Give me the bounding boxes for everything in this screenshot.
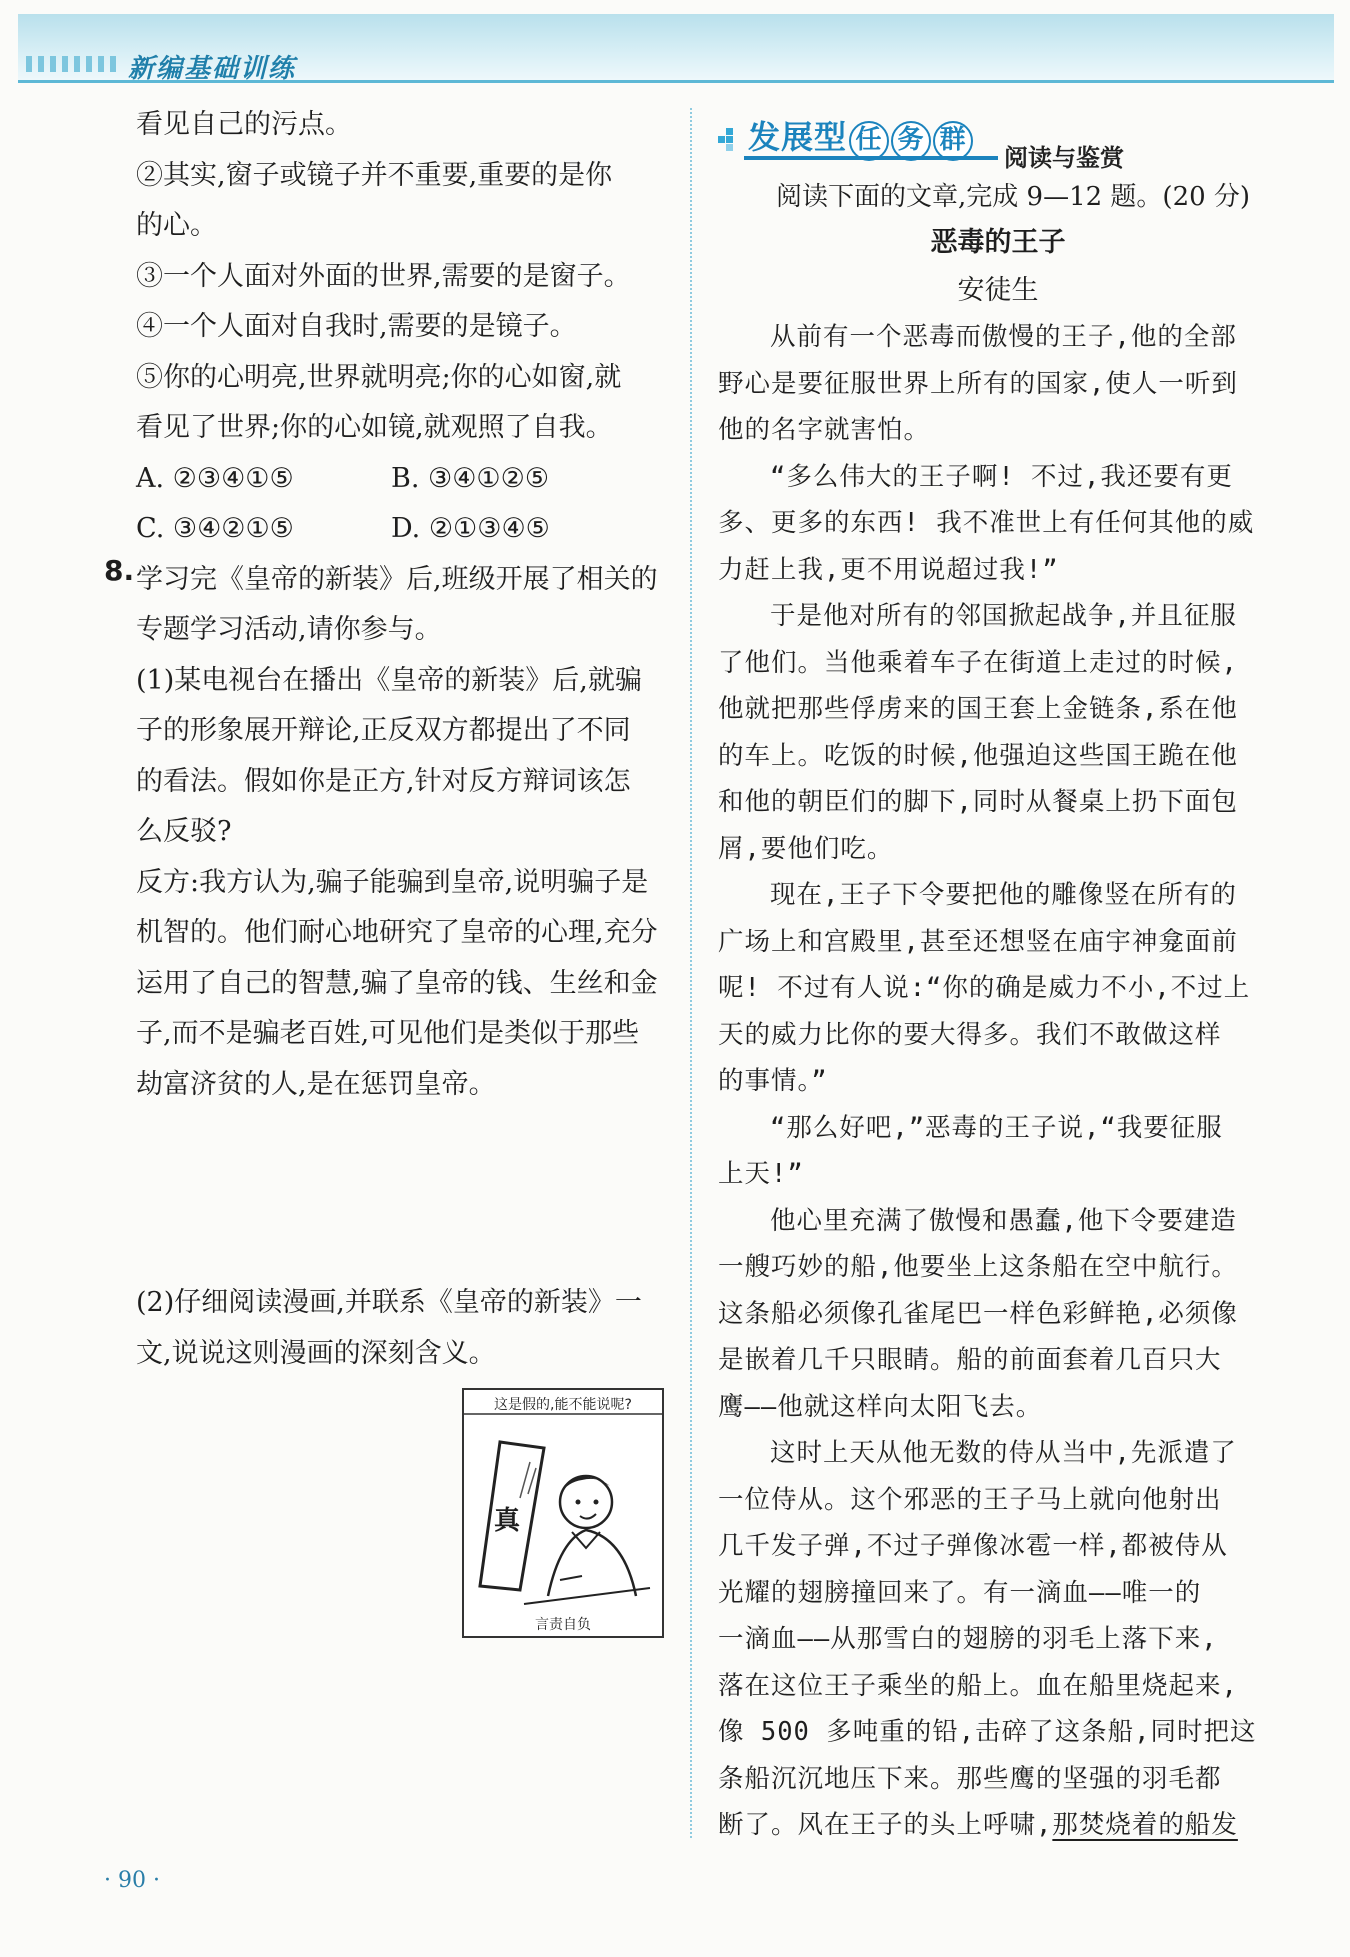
q8-line: 运用了自己的智慧,骗了皇帝的钱、生丝和金	[136, 967, 658, 999]
q8-part2-line: 文,说说这则漫画的深刻含义。	[136, 1337, 496, 1369]
option-b: B. ③④①②⑤	[391, 462, 550, 494]
q8-line: 机智的。他们耐心地研究了皇帝的心理,充分	[136, 917, 658, 948]
q8-line: 的看法。假如你是正方,针对反方辩词该怎	[136, 765, 631, 797]
article-line: 一位侍从。这个邪恶的王子马上就向他射出	[718, 1484, 1222, 1515]
article-line: 像 500 多吨重的铅,击碎了这条船,同时把这	[718, 1717, 1257, 1747]
article-body	[718, 314, 1278, 1849]
article-line-last	[718, 1802, 1278, 1849]
q8-line: 子,而不是骗老百姓,可见他们是类似于那些	[136, 1018, 640, 1049]
article-line: 了他们。当他乘着车子在街道上走过的时候,	[718, 647, 1238, 678]
article-line: 于是他对所有的邻国掀起战争,并且征服	[770, 601, 1237, 631]
column-divider	[690, 108, 692, 1838]
article-line: 天的威力比你的要大得多。我们不敢做这样	[718, 1019, 1222, 1050]
text-line: 看见了世界;你的心如镜,就观照了自我。	[136, 412, 613, 443]
article-line: 鹰——他就这样向太阳飞去。	[718, 1391, 1043, 1422]
section-title-char: 任	[849, 121, 889, 161]
article-line: 光耀的翅膀撞回来了。有一滴血——唯一的	[718, 1577, 1202, 1608]
article-line: 他心里充满了傲慢和愚蠢,他下令要建造	[770, 1205, 1237, 1236]
article-line: 多、更多的东西! 我不准世上有任何其他的威	[718, 508, 1255, 538]
q8-line: (1)某电视台在播出《皇帝的新装》后,就骗	[136, 664, 642, 696]
article-line: 他的名字就害怕。	[718, 415, 931, 445]
option-d: D. ②①③④⑤	[391, 513, 550, 544]
article-line: 的车上。吃饭的时候,他强迫这些国王跪在他	[718, 740, 1238, 771]
article-line: 一艘巧妙的船,他要坐上这条船在空中航行。	[718, 1252, 1238, 1282]
text-line: ⑤你的心明亮,世界就明亮;你的心如窗,就	[136, 361, 622, 393]
article-line: 野心是要征服世界上所有的国家,使人一听到	[718, 368, 1238, 399]
article-line: “多么伟大的王子啊! 不过,我还要有更	[770, 461, 1233, 492]
cartoon-caption-top: 这是假的,能不能说呢?	[494, 1397, 632, 1413]
article-line-text: 断了。风在王子的头上呼啸,	[718, 1810, 1053, 1840]
underlined-text: 那焚烧着的船发	[1052, 1810, 1238, 1840]
q8-line: 学习完《皇帝的新装》后,班级开展了相关的	[136, 563, 658, 595]
header-title: 新编基础训练	[128, 54, 297, 84]
article-line: 上天!”	[718, 1159, 804, 1189]
article-line: 条船沉沉地压下来。那些鹰的坚强的羽毛都	[718, 1763, 1222, 1794]
q8-line: 反方:我方认为,骗子能骗到皇帝,说明骗子是	[136, 866, 649, 898]
article-line: 广场上和宫殿里,甚至还想竖在庙宇神龛面前	[718, 926, 1238, 957]
reading-instruction: 阅读下面的文章,完成 9—12 题。(20 分)	[776, 182, 1251, 212]
question-number-8: 8.	[104, 554, 135, 587]
q8-line: 专题学习活动,请你参与。	[136, 614, 442, 645]
q8-line: 子的形象展开辩论,正反双方都提出了不同	[136, 715, 631, 746]
section-subtitle: 阅读与鉴赏	[1004, 144, 1124, 172]
header-decoration	[26, 56, 116, 72]
text-line: 看见自己的污点。	[136, 109, 352, 140]
article-line: 和他的朝臣们的脚下,同时从餐桌上扔下面包	[718, 787, 1238, 817]
article-line: 这时上天从他无数的侍从当中,先派遣了	[770, 1438, 1237, 1468]
q8-line: 么反驳?	[136, 816, 232, 847]
article-line: 他就把那些俘虏来的国王套上金链条,系在他	[718, 694, 1238, 724]
cartoon-sign-text: 真	[494, 1506, 521, 1536]
option-c: C. ③④②①⑤	[136, 513, 294, 544]
article-title: 恶毒的王子	[930, 227, 1066, 258]
article-author: 安徒生	[957, 275, 1039, 306]
article-line: 是嵌着几千只眼睛。船的前面套着几百只大	[718, 1345, 1222, 1375]
article-line: 这条船必须像孔雀尾巴一样色彩鲜艳,必须像	[718, 1298, 1238, 1329]
article	[718, 0, 1278, 1957]
article-line: “那么好吧,”恶毒的王子说,“我要征服	[770, 1112, 1223, 1143]
section-title-char: 群	[933, 121, 973, 161]
option-a: A. ②③④①⑤	[136, 462, 294, 494]
left-column	[136, 100, 676, 1379]
q8-part2-line: (2)仔细阅读漫画,并联系《皇帝的新装》一	[136, 1287, 642, 1318]
q8-line: 劫富济贫的人,是在惩罚皇帝。	[136, 1068, 496, 1100]
article-line: 从前有一个恶毒而傲慢的王子,他的全部	[770, 322, 1237, 352]
text-line: ④一个人面对自我时,需要的是镜子。	[136, 311, 577, 342]
cartoon-caption-bottom: 言责自负	[535, 1617, 591, 1633]
text-line: ②其实,窗子或镜子并不重要,重要的是你	[136, 159, 613, 191]
page-number: · 90 ·	[104, 1868, 160, 1893]
article-line: 的事情。”	[718, 1066, 828, 1096]
article-line: 几千发子弹,不过子弹像冰雹一样,都被侍从	[718, 1531, 1228, 1561]
article-line: 力赶上我,更不用说超过我!”	[718, 554, 1059, 585]
text-line: ③一个人面对外面的世界,需要的是窗子。	[136, 260, 631, 292]
options-row-2	[136, 504, 676, 555]
text-line: 的心。	[136, 210, 217, 241]
article-line: 一滴血——从那雪白的翅膀的羽毛上落下来,	[718, 1624, 1218, 1654]
section-title-main: 发展型	[748, 118, 848, 156]
section-title-char: 务	[891, 121, 931, 161]
article-line: 呢! 不过有人说:“你的确是威力不小,不过上	[718, 973, 1251, 1003]
article-line: 现在,王子下令要把他的雕像竖在所有的	[770, 880, 1237, 910]
article-line: 屑,要他们吃。	[718, 833, 894, 864]
article-line: 落在这位王子乘坐的船上。血在船里烧起来,	[718, 1670, 1238, 1701]
cartoon	[462, 1388, 664, 1638]
options-row-1	[136, 454, 676, 505]
answer-space	[136, 1110, 676, 1278]
